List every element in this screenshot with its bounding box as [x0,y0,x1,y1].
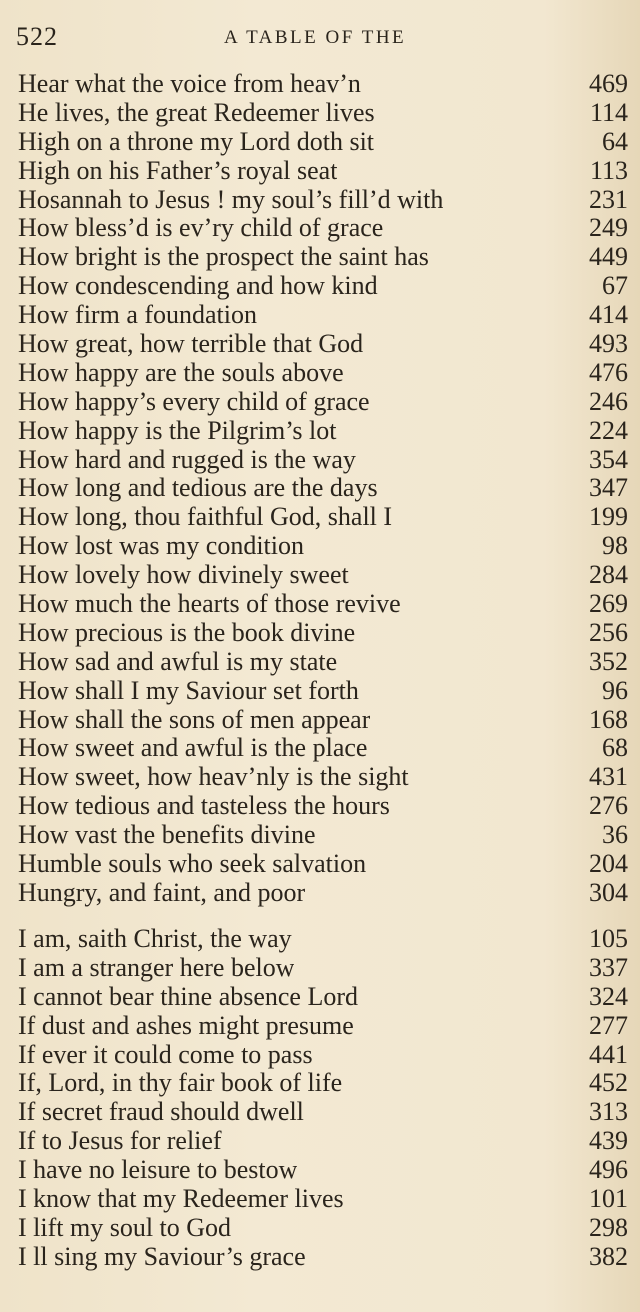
hymn-first-line: I am a stranger here below [18,953,295,982]
index-entry [18,1098,628,1127]
hymn-number: 337 [589,952,628,982]
index-entry [18,157,628,186]
hymn-number: 105 [589,924,628,953]
hymn-first-line: How happy are the souls above [18,358,344,387]
index-entry [18,1012,628,1041]
hymn-first-line: How firm a foundation [18,301,258,330]
hymn-number: 439 [589,1126,628,1156]
hymn-number: 324 [589,981,628,1011]
index-entry [18,648,628,677]
hymn-number: 67 [602,271,628,301]
hymn-number: 68 [602,733,628,763]
hymn-number: 249 [589,213,628,243]
hymn-first-line: How lost was my condition [18,532,304,561]
hymn-first-line: How tedious and tasteless the hours [18,792,390,821]
hymn-first-line: High on a throne my Lord doth sit [18,127,375,156]
index-entry [18,214,628,243]
index-entry [18,706,628,735]
index-entry [18,619,628,648]
hymn-number: 493 [589,329,628,359]
hymn-number: 113 [589,155,628,185]
hymn-first-line: If ever it could come to pass [18,1040,313,1069]
hymn-number: 347 [589,473,628,503]
hymn-first-line: How precious is the book divine [18,618,356,647]
hymn-first-line: I ll sing my Saviour’s grace [18,1242,306,1271]
index-entry [18,330,628,359]
hymn-number: 452 [589,1068,628,1098]
hymn-first-line: Hosannah to Jesus ! my soul’s fill’d with [18,185,444,214]
index-entry [18,1185,628,1214]
hymn-first-line: How hard and rugged is the way [18,445,356,474]
hymn-first-line: How lovely how divinely sweet [18,561,349,590]
hymn-first-line: How happy’s every child of grace [18,387,370,416]
index-entry [18,272,628,301]
index-section-i [18,925,628,1272]
index-entry [18,128,628,157]
hymn-first-line: I cannot bear thine absence Lord [18,982,359,1011]
hymn-number: 224 [589,415,628,445]
index-entry [18,503,628,532]
hymn-first-line: How much the hearts of those revive [18,590,401,619]
index-entry [18,925,628,954]
hymn-first-line: How shall the sons of men appear [18,705,371,734]
hymn-first-line: How sad and awful is my state [18,647,338,676]
index-entry [18,821,628,850]
hymn-number: 304 [589,877,628,907]
hymn-first-line: How sweet and awful is the place [18,734,368,763]
index-entry [18,70,628,99]
hymn-number: 98 [602,531,628,561]
hymn-number: 441 [589,1039,628,1069]
index-entry [18,532,628,561]
hymn-number: 414 [589,300,628,330]
index-entry [18,763,628,792]
index-entry [18,388,628,417]
index-entry [18,1156,628,1185]
hymn-first-line: I lift my soul to God [18,1213,232,1242]
hymn-number: 496 [589,1155,628,1185]
index-entry [18,1243,628,1272]
hymn-first-line: How sweet, how heav’nly is the sight [18,763,409,792]
index-entry [18,561,628,590]
hymn-first-line: I am, saith Christ, the way [18,925,292,953]
hymn-number: 199 [589,502,628,532]
page-header [16,22,624,58]
index-entry [18,850,628,879]
hymn-number: 382 [589,1241,628,1271]
index-section-h [18,70,628,908]
hymn-first-line: How long and tedious are the days [18,474,378,503]
hymn-number: 168 [589,704,628,734]
hymn-first-line: How bless’d is ev’ry child of grace [18,214,384,243]
hymn-number: 469 [589,69,628,98]
index-entry [18,186,628,215]
index-entry [18,983,628,1012]
hymn-first-line: If, Lord, in thy fair book of life [18,1069,343,1098]
hymn-number: 298 [589,1212,628,1242]
hymn-number: 354 [589,444,628,474]
hymn-number: 114 [589,97,628,127]
index-entry [18,1127,628,1156]
hymn-number: 449 [589,242,628,272]
hymn-number: 476 [589,357,628,387]
running-head: A TABLE OF THE [224,27,407,48]
hymn-first-line: How shall I my Saviour set forth [18,676,359,705]
index-entry [18,954,628,983]
hymn-first-line: Hear what the voice from heav’n [18,70,361,98]
hymn-number: 256 [589,617,628,647]
hymn-number: 431 [589,762,628,792]
index-entry [18,301,628,330]
index-entry [18,474,628,503]
index-entry [18,1214,628,1243]
hymn-number: 36 [602,820,628,850]
hymn-number: 269 [589,589,628,619]
hymn-first-line: How happy is the Pilgrim’s lot [18,416,337,445]
hymn-number: 276 [589,791,628,821]
hymn-first-line: I know that my Redeemer lives [18,1185,344,1214]
index-entry [18,792,628,821]
hymn-first-line: If dust and ashes might presume [18,1011,354,1040]
hymn-number: 101 [589,1184,628,1214]
hymn-number: 284 [589,560,628,590]
hymn-number: 313 [589,1097,628,1127]
hymn-first-line: Humble souls who seek salvation [18,850,367,879]
index-entry [18,359,628,388]
hymn-first-line: If secret fraud should dwell [18,1098,304,1127]
hymn-first-line: High on his Father’s royal seat [18,156,338,185]
index-entry [18,734,628,763]
index-entry [18,677,628,706]
hymn-number: 277 [589,1010,628,1040]
index-entry [18,99,628,128]
index-entry [18,417,628,446]
index-entry [18,1041,628,1070]
index-entry [18,446,628,475]
hymn-number: 96 [602,675,628,705]
hymn-number: 231 [589,184,628,214]
index-entry [18,1069,628,1098]
hymn-number: 204 [589,849,628,879]
index-entry [18,879,628,908]
hymn-number: 352 [589,646,628,676]
hymn-first-line: How long, thou faithful God, shall I [18,503,393,532]
hymn-first-line: He lives, the great Redeemer lives [18,98,375,127]
hymn-first-line: How vast the benefits divine [18,821,316,850]
index-entry [18,590,628,619]
page-number: 522 [16,22,58,51]
hymn-first-line: How bright is the prospect the saint has [18,243,429,272]
hymn-first-line: I have no leisure to bestow [18,1156,298,1185]
hymn-number: 64 [602,126,628,156]
hymn-first-line: If to Jesus for relief [18,1127,222,1156]
index-entry [18,243,628,272]
hymn-first-line: How great, how terrible that God [18,330,364,359]
hymn-number: 246 [589,386,628,416]
hymn-first-line: How condescending and how kind [18,272,378,301]
hymn-first-line: Hungry, and faint, and poor [18,878,306,907]
